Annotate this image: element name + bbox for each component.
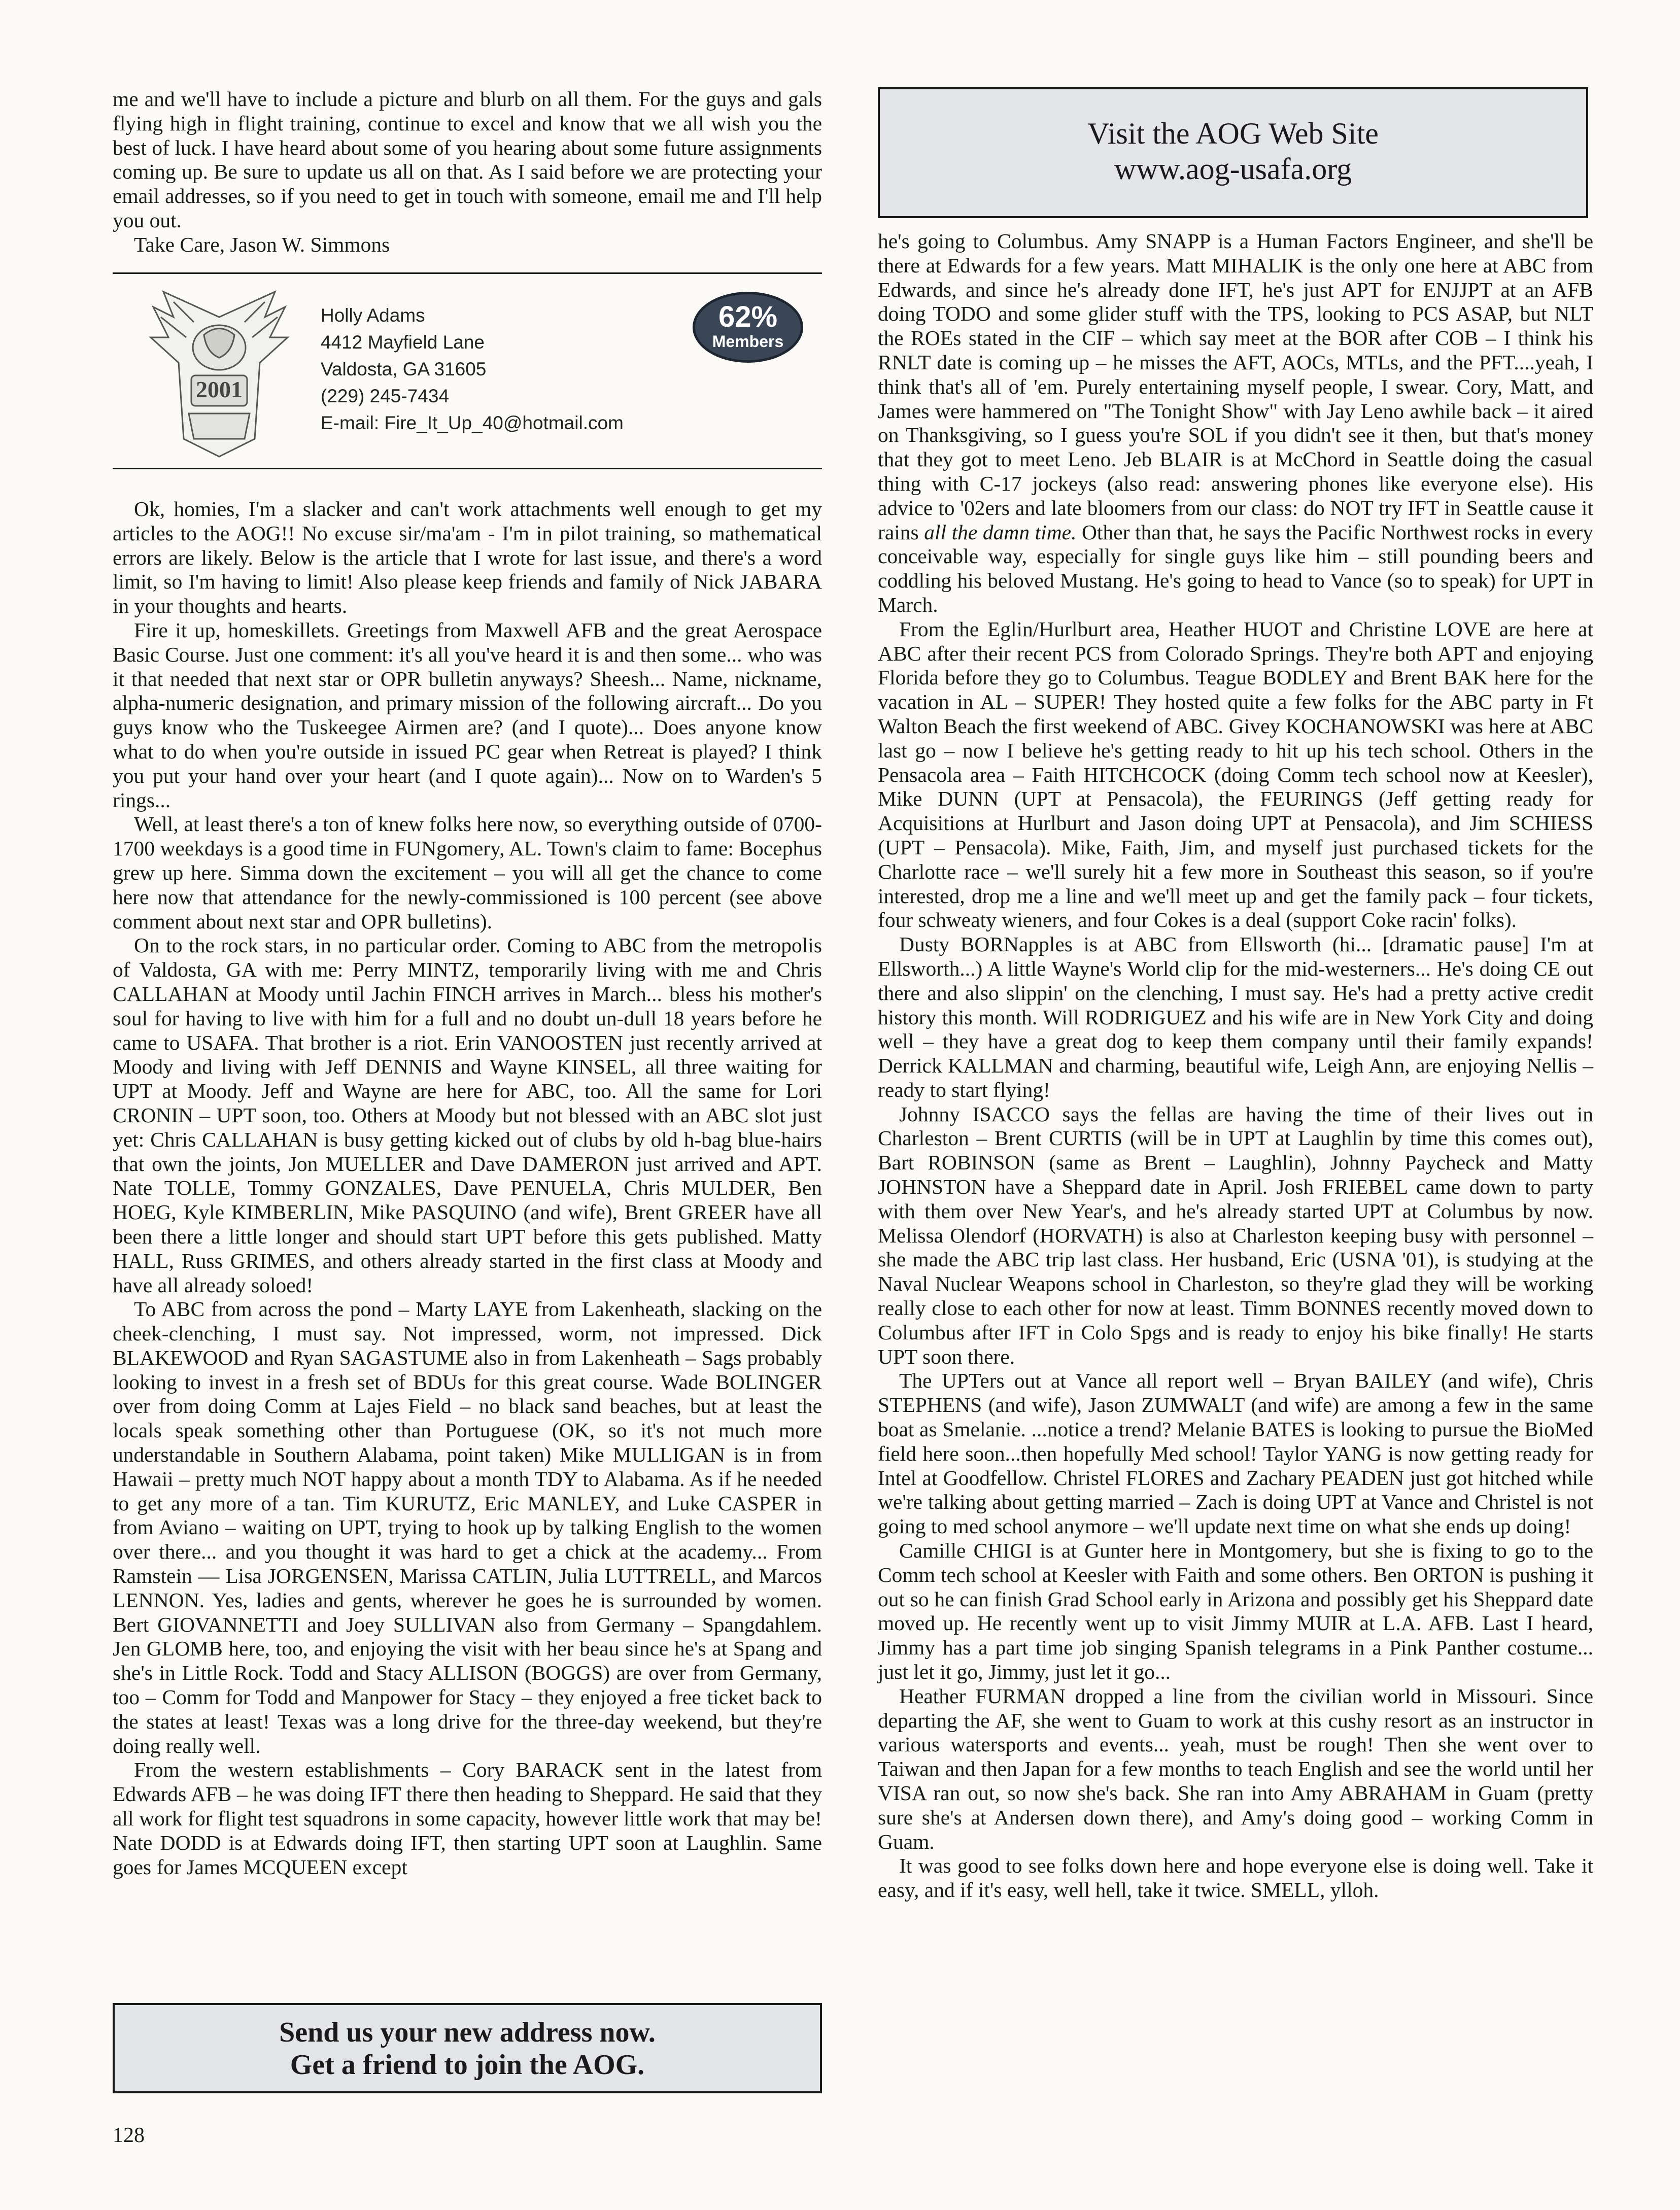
article-paragraph: Well, at least there's a ton of knew folks here now, so everything outside of 0700-1700 weekdays is a good time in FUNgomery, AL. Town's claim to fame: Bocephus grew up here. Simma down the excitement – you will all get the chance to come here now that attendance for the newly-commissioned is 100 percent (see above comment about next star and OPR bulletins). [113,812,822,933]
paragraph-text: he's going to Columbus. Amy SNAPP is a Human Factors Engineer, and she'll be there at Edwards for a few years. Matt MIHALIK is the only one here at ABC from Edwards, and since he's already done IFT, he's just APT for ENJJPT at an AFB doing TODO and some glider stuff with the TPS, looking to PCS ASAP, but NLT the ROEs stated in the CIF – which say meet at the BOR after COB – I think his RNLT date is coming up – he misses the AFT, AOCs, MTLs, and the PFT....yeah, I think that's all of 'em. Purely entertaining myself people, I swear. Cory, Matt, and James were hammered on "The Tonight Show" with Jay Leno awhile back – it aired on Thanksgiving, so I guess you're SOL if you didn't see it then, but that's money that they got to meet Leno. Jeb BLAIR is at McChord in Seattle doing the casual thing with C-17 jockeys (also read: answering phones like everyone else). His advice to '02ers and late bloomers from our class: do NOT try IFT in Seattle cause it rains [878,229,1593,544]
contact-phone: (229) 245-7434 [321,386,450,406]
article-paragraph: Johnny ISACCO says the fellas are having the time of their lives out in Charleston – Brent CURTIS (will be in UPT at Laughlin by time this comes out), Bart ROBINSON (same as Brent – Laughlin), Johnny Paycheck and Matty JOHNSTON have a Sheppard date in April. Josh FRIEBEL came down to party with them over New Year's, and he's already started UPT at Columbus by now. Melissa Olendorf (HORVATH) is also at Charleston keeping busy with personnel – she made the ABC trip last class. Her husband, Eric (USNA '01), is studying at the Naval Nuclear Weapons school in Charleston, so they're glad they will be working really close to each other for now at least. Timm BONNES recently moved down to Columbus after IFT in Colo Spgs and is ready to enjoy his bike finally! He starts UPT soon there. [878,1102,1593,1368]
article-paragraph: On to the rock stars, in no particular order. Coming to ABC from the metropolis of Valdosta, GA with me: Perry MINTZ, temporarily living with me and Chris CALLAHAN at Moody until Jachin FINCH arrives in March... bless his mother's soul for having to live with him for a full and no doubt un-dull 18 years before he came to USAFA. That brother is a riot. Erin VANOOSTEN just recently arrived at Moody and living with Jeff DENNIS and Wayne KINSEL, all three waiting for UPT at Moody. Jeff and Wayne are here for ABC, too. All the same for Lori CRONIN – UPT soon, too. Others at Moody but not blessed with an ABC slot just yet: Chris CALLAHAN is busy getting kicked out of clubs by old h-bag blue-hairs that own the joints, Jon MUELLER and Dave DAMERON just arrived and APT. Nate TOLLE, Tommy GONZALES, Dave PENUELA, Chris MULDER, Ben HOEG, Kyle KIMBERLIN, Mike PASQUINO (and wife), Brent GREER have all been there a little longer and should start UPT before this gets published. Matty HALL, Russ GRIMES, and others already started in the first class at Moody and have all already soloed! [113,934,822,1297]
contact-block [113,277,822,467]
article-paragraph: Ok, homies, I'm a slacker and can't work attachments well enough to get my articles to the AOG!! No excuse sir/ma'am - I'm in pilot training, so mathematical errors are likely. Below is the article that I wrote for last issue, and there's a word limit, so I'm having to limit! Also please keep friends and family of Nick JABARA in your thoughts and hearts. [113,497,822,618]
promo-web-url[interactable]: www.aog-usafa.org [1114,152,1352,186]
article-paragraph: It was good to see folks down here and hope everyone else is doing well. Take it easy, and if it's easy, well hell, take it twice. SMELL, ylloh. [878,1854,1593,1902]
contact-city: Valdosta, GA 31605 [321,359,487,379]
aog-website-promo [878,87,1588,218]
article-paragraph [878,229,1593,617]
signoff: Take Care, Jason W. Simmons [134,232,390,256]
article-paragraph: Heather FURMAN dropped a line from the civilian world in Missouri. Since departing the AF, she went to Guam to work at this cushy resort as an instructor in various watersports and events... yeah, must be rough! Then she went over to Taiwan and then Japan for a few months to teach English and see the world until her VISA ran out, so now she's back. She ran into Amy ABRAHAM in Guam (pretty sure she's at Andersen down there), and Amy's doing good – working Comm in Guam. [878,1684,1593,1853]
left-column-article [113,497,822,1879]
divider-top [113,272,822,274]
intro-paragraph: me and we'll have to include a picture and blurb on all them. For the guys and gals flying high in flight training, continue to excel and know that we all wish you the best of luck. I have heard about some of you hearing about some future assignments coming up. Be sure to update us all on that. As I said before we are protecting your email addresses, so if you need to get in touch with someone, email me and I'll help you out. [113,87,822,232]
crest-year-text: 2001 [196,376,243,402]
page-number: 128 [113,2124,145,2147]
article-paragraph: Fire it up, homeskillets. Greetings from Maxwell AFB and the great Aerospace Basic Course. Just one comment: it's all you've heard it is and then some... who was it that needed that next star or OPR bulletin anyways? Sheesh... Name, nickname, alpha-numeric designation, and primary mission of the following aircraft... Do you guys know who the Tuskeegee Airmen are? (and I quote)... Does anyone know what to do when you're outside in issued PC gear when Retreat is played? I think you put your hand over your heart (and I quote again)... Now on to Warden's 5 rings... [113,618,822,812]
promo-address-line2: Get a friend to join the AOG. [290,2049,645,2081]
address-update-promo [113,2003,822,2093]
membership-percent: 62% [718,300,778,333]
divider-bottom [113,468,822,469]
promo-web-title: Visit the AOG Web Site [1087,117,1379,150]
article-paragraph: Dusty BORNapples is at ABC from Ellsworth (hi... [dramatic pause] I'm at Ellsworth...) A little Wayne's World clip for the mid-westerners... He's doing CE out there and also slippin' on the clenching, I must say. He's had a pretty active credit history this month. Will RODRIGUEZ and his wife are in New York City and doing well – they have a great dog to keep them company until their family expands! Derrick KALLMAN and charming, beautiful wife, Leigh Ann, are enjoying Nellis – ready to start flying! [878,933,1593,1101]
right-column [878,229,1593,1903]
article-paragraph: Camille CHIGI is at Gunter here in Montgomery, but she is fixing to go to the Comm tech school at Keesler with Faith and some others. Ben ORTON is pushing it out so he can finish Grad School early in Arizona and possibly get his Sheppard date moved up. He recently went up to visit Jimmy MUIR at L.A. AFB. Last I heard, Jimmy has a part time job singing Spanish telegrams in a Pink Panther costume... just let it go, Jimmy, just let it go... [878,1539,1593,1684]
paragraph-text: Other than that, he says the Pacific Northwest rocks in every conceivable way, especially for single guys like him – still pounding beers and coddling his beloved Mustang. He's going to head to Vance (so to speak) for UPT in March. [878,520,1593,616]
contact-email: E-mail: Fire_It_Up_40@hotmail.com [321,412,624,433]
promo-address-line1: Send us your new address now. [279,2017,656,2048]
article-paragraph: From the Eglin/Hurlburt area, Heather HUOT and Christine LOVE are here at ABC after their recent PCS from Colorado Springs. They're both APT and enjoying Florida before they go to Columbus. Teague BODLEY and Brent BAK here for the vacation in AL – SUPER! They hosted quite a few folks for the ABC party in Ft Walton Beach the first weekend of ABC. Givey KOCHANOWSKI was here at ABC last go – now I believe he's getting ready to hit up his tech school. Others in the Pensacola area – Faith HITCHCOCK (doing Comm tech school now at Keesler), Mike DUNN (UPT at Pensacola), the FEURINGS (Jeff getting ready for Acquisitions at Hurlburt and Jason doing UPT at Pensacola), and Jim SCHIESS (UPT – Pensacola). Mike, Faith, Jim, and myself just purchased tickets for the Charlotte race – we'll surely hit a few more in Southeast this season, so if you're interested, drop me a line and we'll meet up and get the family pack – four tickets, four schweaty wieners, and four Cokes is a deal (support Coke racin' folks). [878,617,1593,932]
membership-badge [693,292,803,363]
contact-name: Holly Adams [321,305,425,326]
contact-lines [321,302,624,436]
paragraph-emphasis: all the damn time. [924,520,1077,544]
class-crest-icon [143,287,295,459]
contact-street: 4412 Mayfield Lane [321,332,485,353]
left-column [113,87,822,257]
article-paragraph: To ABC from across the pond – Marty LAYE from Lakenheath, slacking on the cheek-clenching, I must say. Not impressed, worm, not impressed. Dick BLAKEWOOD and Ryan SAGASTUME also in from Lakenheath – Sags probably looking to invest in a fresh set of BDUs for this great course. Wade BOLINGER over from doing Comm at Lajes Field – no black sand beaches, but at least the locals speak something other than Portuguese (OK, so it's not much more understandable in Southern Alabama, point taken) Mike MULLIGAN is in from Hawaii – pretty much NOT happy about a month TDY to Alabama. As if he needed to get any more of a tan. Tim KURUTZ, Eric MANLEY, and Luke CASPER in from Aviano – waiting on UPT, trying to hook up by talking English to the women over there... and you thought it was hard to get a chick at the academy... From Ramstein — Lisa JORGENSEN, Marissa CATLIN, Julia LUTTRELL, and Marcos LENNON. Yes, ladies and gents, wherever he goes he is surrounded by women. Bert GIOVANNETTI and Joey SULLIVAN also from Germany – Spangdahlem. Jen GLOMB here, too, and enjoying the visit with her beau since he's at Spang and she's in Little Rock. Todd and Stacy ALLISON (BOGGS) are over from Germany, too – Comm for Todd and Manpower for Stacy – they enjoyed a free ticket back to the states at least! Texas was a long drive for the three-day weekend, but they're doing really well. [113,1297,822,1757]
article-paragraph: From the western establishments – Cory BARACK sent in the latest from Edwards AFB – he was doing IFT there then heading to Sheppard. He said that they all work for flight test squadrons in some capacity, however little work that may be! Nate DODD is at Edwards doing IFT, then starting UPT soon at Laughlin. Same goes for James MCQUEEN except [113,1758,822,1879]
article-paragraph: The UPTers out at Vance all report well – Bryan BAILEY (and wife), Chris STEPHENS (and wife), Jason ZUMWALT (and wife) are among a few in the same boat as Smelanie. ...notice a trend? Melanie BATES is looking to pursue the BioMed field here soon...then hopefully Med school! Taylor YANG is now getting ready for Intel at Goodfellow. Christel FLORES and Zachary PEADEN just got hitched while we're talking about getting married – Zach is doing UPT at Vance and Christel is not going to med school anymore – we'll update next time on what she ends up doing! [878,1369,1593,1538]
membership-label: Members [712,332,784,351]
